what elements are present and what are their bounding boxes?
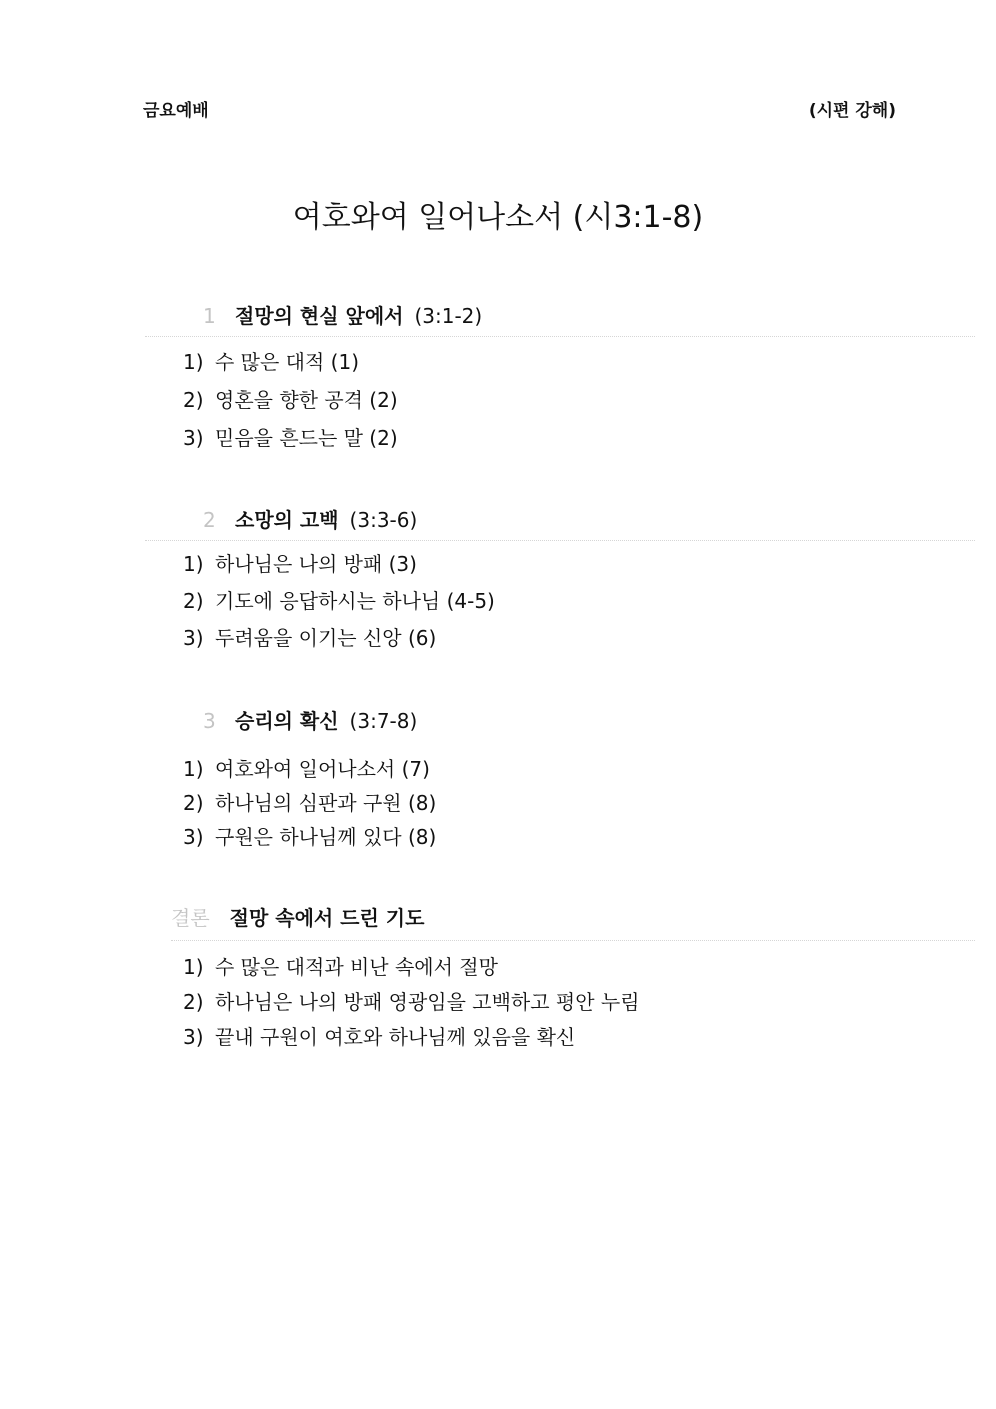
section-title: 소망의 고백	[235, 508, 339, 532]
list-item	[183, 752, 436, 786]
item-text: 하나님의 심판과 구원 (8)	[215, 791, 437, 815]
sermon-title: 여호와여 일어나소서 (시3:1-8)	[292, 200, 704, 235]
list-item	[183, 985, 640, 1020]
section-number: 1	[203, 304, 216, 328]
list-item	[183, 546, 495, 583]
item-number: 1)	[183, 552, 204, 576]
section-item-list	[183, 950, 640, 1055]
list-item	[183, 419, 398, 457]
list-item	[183, 1020, 640, 1055]
section-item-list	[183, 752, 436, 854]
item-number: 1)	[183, 757, 204, 781]
section-reference: (3:1-2)	[414, 304, 483, 328]
section-title: 승리의 확신	[235, 709, 339, 733]
item-text: 끝내 구원이 여호와 하나님께 있음을 확신	[215, 1025, 576, 1049]
section-divider	[171, 940, 975, 941]
list-item	[183, 620, 495, 657]
item-number: 2)	[183, 388, 204, 412]
section-heading	[203, 300, 482, 329]
item-number: 2)	[183, 589, 204, 613]
list-item	[183, 343, 398, 381]
list-item	[183, 583, 495, 620]
section-number: 2	[203, 508, 216, 532]
item-number: 3)	[183, 426, 204, 450]
item-text: 영혼을 향한 공격 (2)	[215, 388, 398, 412]
item-number: 1)	[183, 350, 204, 374]
section-title: 절망 속에서 드린 기도	[229, 906, 425, 930]
section-divider	[145, 540, 975, 541]
list-item	[183, 820, 436, 854]
item-text: 기도에 응답하시는 하나님 (4-5)	[215, 589, 495, 613]
item-text: 두려움을 이기는 신앙 (6)	[215, 626, 437, 650]
section-reference: (3:7-8)	[349, 709, 418, 733]
section-number: 3	[203, 709, 216, 733]
item-text: 구원은 하나님께 있다 (8)	[215, 825, 437, 849]
service-name: 금요예배	[143, 101, 209, 121]
item-text: 수 많은 대적 (1)	[215, 350, 360, 374]
section-heading	[171, 902, 424, 931]
series-name: (시편 강해)	[808, 101, 896, 121]
section-item-list	[183, 343, 398, 457]
section-heading	[203, 504, 417, 533]
list-item	[183, 381, 398, 419]
item-text: 하나님은 나의 방패 영광임을 고백하고 평안 누림	[215, 990, 640, 1014]
list-item	[183, 786, 436, 820]
item-number: 3)	[183, 825, 204, 849]
section-number: 결론	[171, 906, 210, 930]
section-title: 절망의 현실 앞에서	[235, 304, 404, 328]
item-text: 하나님은 나의 방패 (3)	[215, 552, 417, 576]
item-number: 3)	[183, 1025, 204, 1049]
item-number: 1)	[183, 955, 204, 979]
item-text: 믿음을 흔드는 말 (2)	[215, 426, 398, 450]
section-item-list	[183, 546, 495, 657]
section-heading	[203, 705, 417, 734]
item-number: 3)	[183, 626, 204, 650]
item-text: 여호와여 일어나소서 (7)	[215, 757, 430, 781]
section-divider	[145, 336, 975, 337]
section-reference: (3:3-6)	[349, 508, 418, 532]
item-number: 2)	[183, 990, 204, 1014]
list-item	[183, 950, 640, 985]
item-number: 2)	[183, 791, 204, 815]
item-text: 수 많은 대적과 비난 속에서 절망	[215, 955, 498, 979]
